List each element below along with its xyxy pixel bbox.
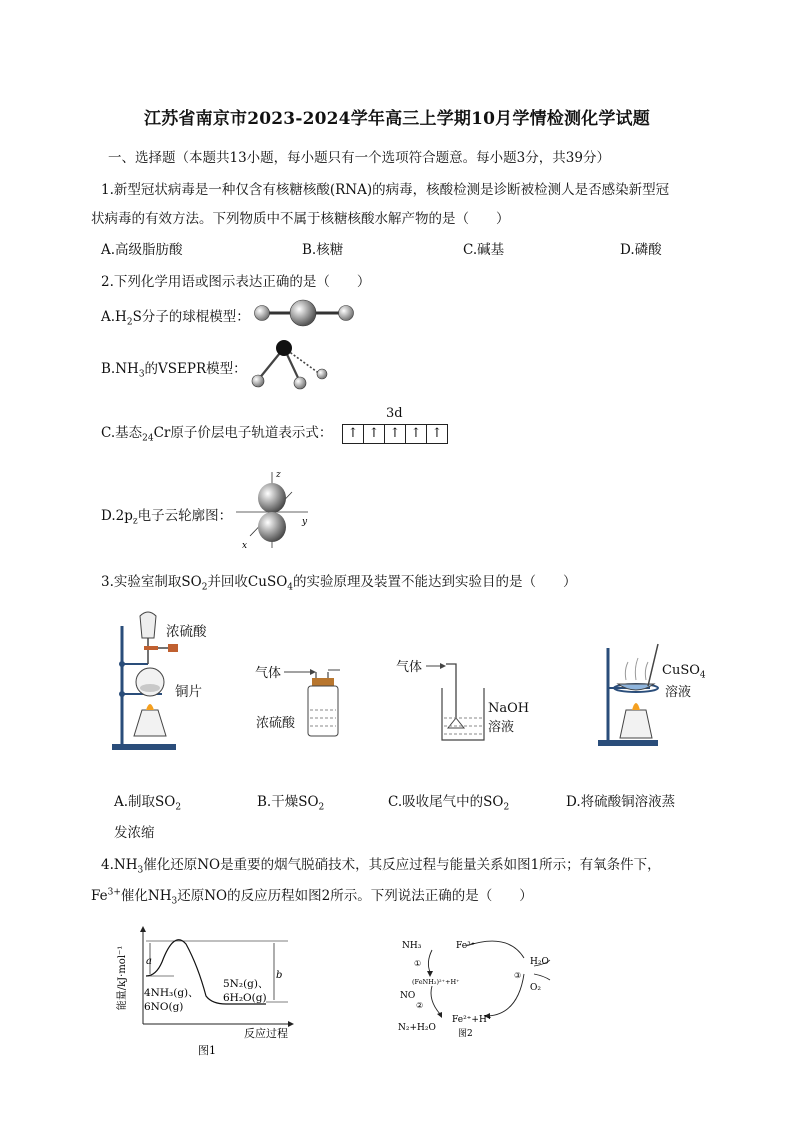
label-gas-c: 气体 [396,660,423,675]
q2-stem: 2.下列化学用语或图示表达正确的是（ ） [101,274,371,290]
page-title: 江苏省南京市2023-2024学年高三上学期10月学情检测化学试题 [144,109,650,129]
fig2-fe3: Fe³⁺ [456,941,476,951]
h2s-ball-stick-model [250,296,360,330]
apparatus-c-naoh-absorber [426,658,496,744]
q1-option-a: A.高级脂肪酸 [101,242,183,258]
fig2-h2o: H₂O [530,957,549,967]
fig2-step3: ③ [514,971,522,980]
label-copper-sheet: 铜片 [175,684,202,700]
fig1-reactants-1: 4NH₃(g)、 [144,987,199,999]
fig2-n2-h2o: N₂+H₂O [398,1023,436,1033]
nh3-vsepr-model [244,334,334,394]
fig2-complex: (FeNH₂)²⁺+H⁺ [412,978,460,986]
label-gas-b: 气体 [255,666,282,681]
q1-line2: 状病毒的有效方法。下列物质中不属于核糖核酸水解产物的是（ ） [91,211,510,227]
label-solution-c: 溶液 [488,720,515,735]
fig2-fe2: Fe²⁺+H⁺ [452,1015,492,1025]
q3-option-c: C.吸收尾气中的$SO_2$ [388,794,510,813]
q1-option-c: C.碱基 [463,242,505,258]
q1-option-b: B.核糖 [302,242,344,258]
fig1-reactants-2: 6NO(g) [144,1001,184,1013]
figure1-energy-diagram [116,926,306,1058]
q2-option-a: $A.H_2S$分子的球棍模型： [101,309,250,328]
q3-option-d: D.将硫酸铜溶液蒸 [566,794,676,810]
q2-option-c: C.基态$_{24}$Cr原子价层电子轨道表示式： [101,425,333,444]
fig2-nh3: NH₃ [402,941,422,951]
label-naoh: NaOH [488,701,530,716]
apparatus-d-evaporating-dish [596,640,666,750]
fig1-caption: 图1 [198,1044,216,1057]
q4-line2: $Fe^{3+}$催化$NH_3$还原NO的反应历程如图2所示。下列说法正确的是（ ） [91,887,533,907]
axis-y-label: y [302,517,308,527]
q4-line1: $4.NH_3$催化还原NO是重要的烟气脱硝技术，其反应过程与能量关系如图1所示；有氧条件下， [101,857,661,876]
orbital-box: ↑ [385,425,406,443]
fig2-no: NO [400,991,416,1001]
q1-line1: 1.新型冠状病毒是一种仅含有核糖核酸(RNA)的病毒，核酸检测是诊断被检测人是否感染新型冠 [101,182,670,198]
orbital-box: ↑ [364,425,385,443]
fig1-x-axis-label: 反应过程 [244,1027,288,1040]
fig1-y-axis-label: 能量/kJ·mol⁻¹ [117,945,128,1011]
fig2-step2: ② [416,1001,424,1010]
q3-option-d-continued: 发浓缩 [114,825,155,841]
section-heading: 一、选择题（本题共13小题，每小题只有一个选项符合题意。每小题3分，共39分） [108,150,610,166]
2pz-orbital-diagram [230,466,320,552]
orbital-3d-label: 3d [386,406,403,421]
q3-stem: 3.实验室制取$SO_2$并回收CuSO$_4$的实验原理及装置不能达到实验目的是（ ） [101,574,577,593]
q2-option-b: $B.NH_3$的VSEPR模型： [101,361,247,380]
axis-x-label: x [242,541,248,551]
fig2-step1: ① [414,959,422,968]
q3-option-a: A.制取$SO_2$ [114,794,182,813]
orbital-diagram [342,424,448,444]
q3-option-b: B.干燥$SO_2$ [257,794,325,813]
fig1-products-2: 6H₂O(g) [223,992,267,1004]
label-conc-sulfuric-acid-b: 浓硫酸 [256,716,296,731]
label-solution-d: 溶液 [665,685,692,700]
fig1-label-a: a [146,956,152,967]
fig1-products-1: 5N₂(g)、 [223,978,269,990]
label-cuso4: CuSO$_4$ [662,663,706,681]
orbital-box: ↑ [406,425,427,443]
q1-option-d: D.磷酸 [620,242,662,258]
axis-z-label: z [276,470,281,480]
orbital-box: ↑ [343,425,364,443]
label-conc-sulfuric-acid: 浓硫酸 [166,624,207,640]
apparatus-b-drying-bottle [278,660,358,744]
fig2-caption: 图2 [458,1029,473,1039]
orbital-box: ↑ [431,426,443,441]
fig1-label-b: b [276,970,283,981]
fig2-o2: O₂ [530,983,541,993]
q2-option-d: $D.2p_z$电子云轮廓图： [101,508,233,527]
figure2-catalytic-cycle [396,934,566,1042]
